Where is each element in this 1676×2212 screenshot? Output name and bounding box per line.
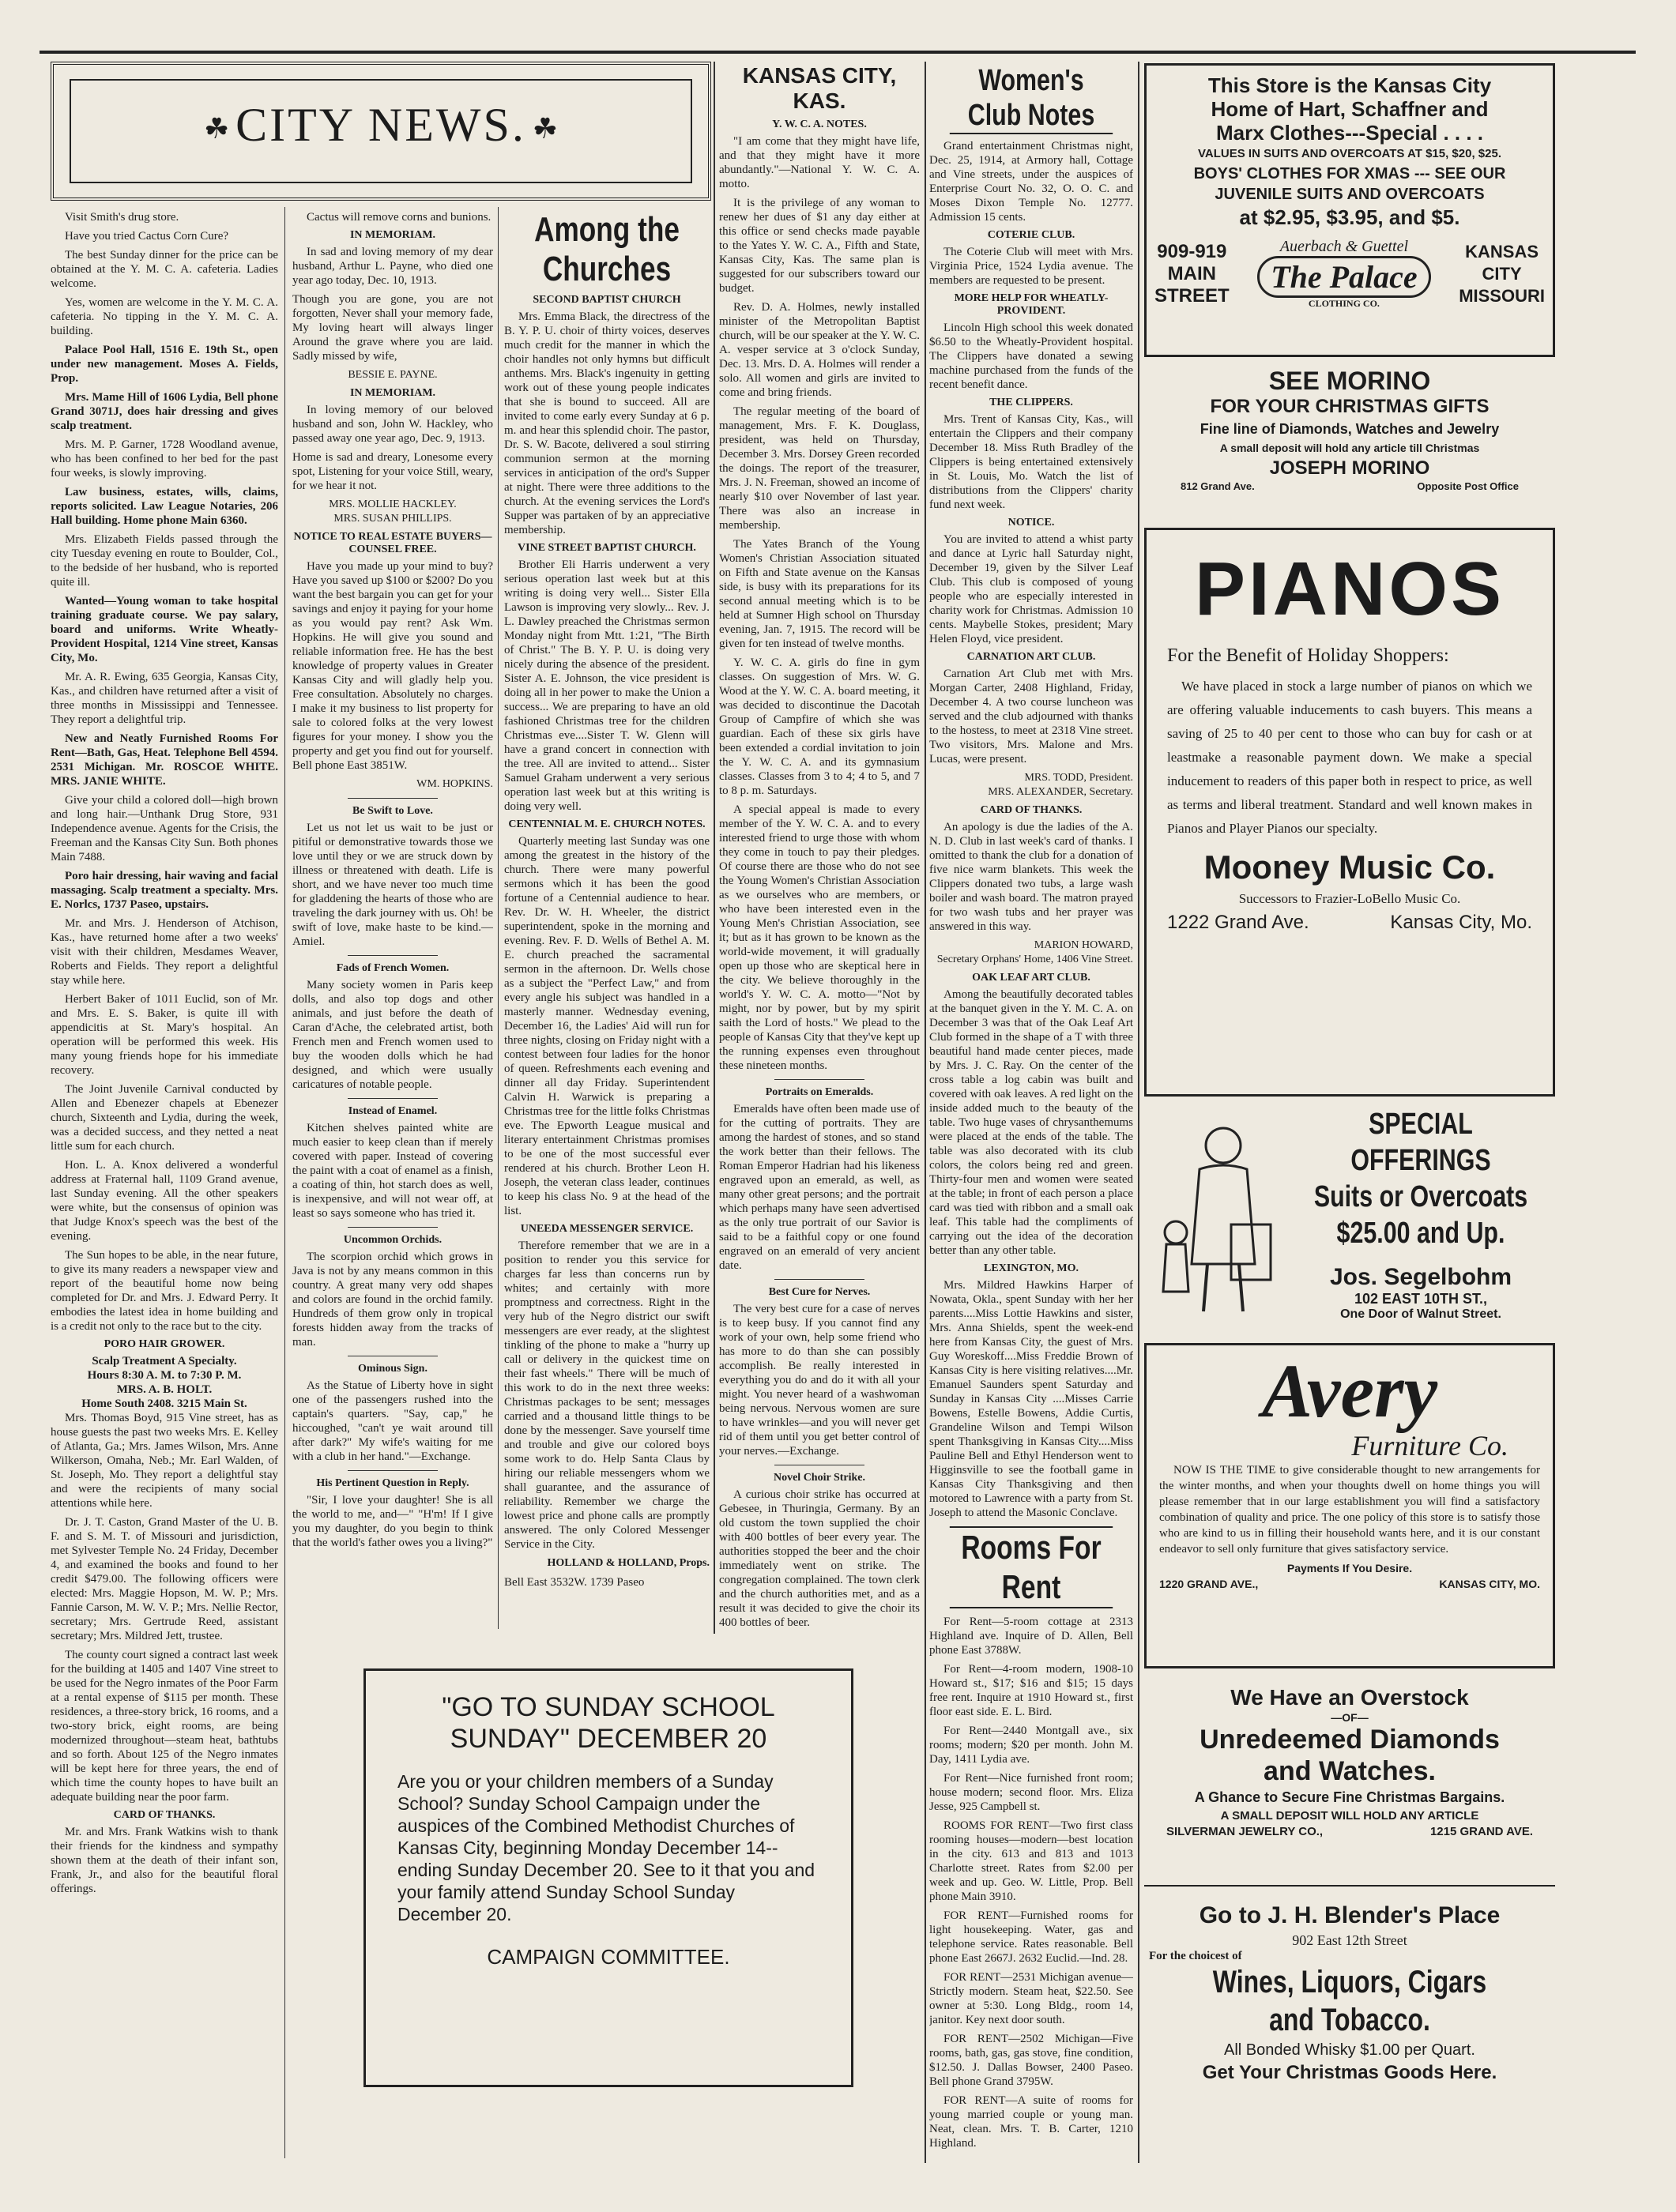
memoriam-signature-2b: MRS. SUSAN PHILLIPS. [333,513,452,525]
among-the-churches-heading: Among the Churches [534,210,680,288]
lexington-title: LEXINGTON, MO. [984,1262,1079,1274]
column-memoriam [292,210,493,1624]
morino-line-3: Fine line of Diamonds, Watches and Jewelry [1200,421,1500,437]
emeralds-text: Emeralds have often been made use of for the cutting of portraits. They are among the hardest of stones, and so stand the work better than their fellows. The Roman Emperor Hadrian had his likeness engraved upon an emerald, as well, as many other great persons; and the portrait which perhaps many have seen advertised as the only true portrait of our Savior is said to be a faithful copy or one found engraved on an emerald of very ancient date. [719,1103,920,1272]
silverman-firm: SILVERMAN JEWELRY CO., [1166,1825,1324,1838]
womens-club-heading: Women's Club Notes [950,63,1113,134]
column-rule [925,62,926,2163]
room-listing: For Rent—5-room cottage at 2313 Highland ave. Inquire of D. Allen, Bell phone East 3788W. [929,1616,1133,1657]
palace-line-7: at $2.95, $3.95, and $5. [1239,205,1460,229]
room-listing: For Rent—Nice furnished front room; house modern; second floor. Mrs. Eliza Jesse, 925 Campbell st. [929,1772,1133,1813]
card-of-thanks-title: CARD OF THANKS. [113,1809,216,1821]
emeralds-title: Portraits on Emeralds. [765,1086,874,1098]
swift-to-love-title: Be Swift to Love. [352,805,433,817]
column-womens-club [929,63,1133,2161]
separator [774,1079,864,1080]
separator [348,1098,438,1099]
card-of-thanks-title-2: CARD OF THANKS. [980,804,1083,816]
real-estate-notice-signature: WM. HOPKINS. [416,778,493,790]
column-city-news [51,210,278,2161]
oak-leaf-title: OAK LEAF ART CLUB. [972,972,1090,984]
news-item: Yes, women are welcome in the Y. M. C. A. cafeteria. No tipping in the Y. M. C. A. building. [51,296,278,337]
news-item: Mr. A. R. Ewing, 635 Georgia, Kansas City, Kas., and children have returned after a visit of three months in Mississippi and Tennessee. They report a delightful trip. [51,671,278,726]
pianos-successors: Successors to Frazier-LoBello Music Co. [1238,891,1461,906]
avery-logo-sub: Furniture Co. [1351,1430,1508,1462]
palace-city-1: KANSAS [1465,241,1539,261]
avery-text: NOW IS THE TIME to give considerable thought to new arrangements for the winter months, and when your thoughts dwell on home things you will please remember that in our large establishment you will find a satisfactory combination of quality and price. The one policy of this store is to satisfy those who are kind to us in filling their household wants here, and it is our constant endeavor to sell only furniture that gives satisfactory service. [1159,1464,1540,1556]
uneeda-title: UNEEDA MESSENGER SERVICE. [520,1223,694,1235]
news-item: Hon. L. A. Knox delivered a wonderful address at Fraternal hall, 1109 Grand avenue, last Sunday evening. All the other speakers were white, but the consensus of opinion was that Judge Knox's speech was the best of the evening. [51,1159,278,1243]
silverman-line-1: We Have an Overstock [1230,1685,1469,1710]
morino-location: Opposite Post Office [1417,480,1519,492]
news-item: The best Sunday dinner for the price can be obtained at the Y. M. C. A. cafeteria. Ladies welcome. [51,249,278,290]
card-of-thanks-address: Secretary Orphans' Home, 1406 Vine Street. [936,954,1133,965]
centennial-title: CENTENNIAL M. E. CHURCH NOTES. [508,818,706,830]
real-estate-notice-title: NOTICE TO REAL ESTATE BUYERS—COUNSEL FREE. [293,531,492,555]
ywca-title: Y. W. C. A. NOTES. [772,118,867,130]
palace-line-1: This Store is the Kansas City [1207,73,1492,97]
pianos-firm: Mooney Music Co. [1203,848,1496,886]
mooney-pianos-ad [1144,528,1555,1097]
memoriam-text-2: In loving memory of our beloved husband and son, John W. Hackley, who passed away one year ago, Dec. 9, 1913. [292,404,493,445]
room-listing: ROOMS FOR RENT—Two first class rooming houses—modern—best location in the city. 613 and 813 and 1013 Charlotte street. Rates from $2.00 per week and up. Geo. W. Little, Prop. Bell phone Main 3910. [929,1819,1133,1903]
carnation-signature-2: MRS. ALEXANDER, Secretary. [988,786,1133,798]
news-item: New and Neatly Furnished Rooms For Rent—Bath, Gas, Heat. Telephone Bell 4594. 2531 Michigan. Mr. ROSCOE WHITE. MRS. JANIE WHITE. [51,732,278,788]
orchids-title: Uncommon Orchids. [343,1234,443,1246]
news-item: Poro hair dressing, hair waving and facial massaging. Scalp treatment a specialty. Mrs. E. Norlcs, 1737 Paseo, upstairs. [51,870,278,911]
silverman-address: 1215 GRAND AVE. [1429,1825,1533,1838]
memoriam-poem-1: Though you are gone, you are not forgotten, Never shall your memory fade, My loving heart will always linger Around the grave where you are laid. Sadly missed by wife, [292,293,493,363]
avery-payments: Payments If You Desire. [1286,1562,1413,1574]
clippers-title: THE CLIPPERS. [989,397,1073,408]
news-item: Mrs. Thomas Boyd, 915 Vine street, has as house guests the past two weeks Mrs. E. Kelley of Atlanta, Ga.; Mrs. James Wilson, Mrs. Anne Wilkerson, Omaha, Neb.; Mr. Earl Walden, of St. Joseph, Mo. They report a delightful stay and were the recipients of many social attentions while here. [51,1412,278,1510]
avery-logo: Avery [1261,1349,1438,1433]
segelbohm-line-3: $25.00 and Up. [1336,1217,1505,1250]
column-churches [504,210,710,1632]
news-item: Herbert Baker of 1011 Euclid, son of Mr. and Mrs. E. S. Baker, is quite ill with appendicitis at St. Mary's hospital. An operation will be performed this week. His many young friends hope for his immediate recovery. [51,993,278,1077]
separator [774,1279,864,1280]
palace-city-2: CITY [1482,263,1522,284]
swift-to-love-text: Let us not let us wait to be just or pitiful or demonstrative towards those we love until they or we are struck down by illness or threatened with death. Life is short, and we have never too much time for gladdening the hearts of those who are traveling the dark journey with us. Oh! be swift of love, make haste to be kind.—Amiel. [292,822,493,948]
palace-address-1: 909-919 [1157,240,1227,262]
poro-line: Hours 8:30 A. M. to 7:30 P. M. [87,1369,242,1382]
wheatly-title: MORE HELP FOR WHEATLY-PROVIDENT. [954,292,1109,317]
coterie-text: The Coterie Club will meet with Mrs. Virginia Price, 1524 Lydia avenue. The members are requested to be present. [929,246,1133,287]
clippers-text: Mrs. Trent of Kansas City, Kas., will entertain the Clippers and their company December 18. Miss Ruth Bradley of the Clippers is being entertained extensively in St. Louis, Mo. Watch the list of distributions from the Clippers' charity fund next week. [929,413,1133,511]
carnation-title: CARNATION ART CLUB. [966,651,1096,663]
morino-line-2: FOR YOUR CHRISTMAS GIFTS [1210,396,1490,417]
column-rule [284,207,285,2158]
news-item: Visit Smith's drug store. [65,211,179,224]
separator [348,1227,438,1228]
poro-ad-lines [51,1354,278,1411]
wheatly-text: Lincoln High school this week donated $6.50 to the Wheatly-Provident hospital. The Clippers have donated a sewing machine purchased from the funds of the recent benefit dance. [929,322,1133,391]
choir-strike-text: A curious choir strike has occurred at Gebesee, in Thuringia, Germany. By an old custom the town supplied the choir with 400 bottles of beer every year. The authorities stopped the beer and the choir immediately went on strike. The congregation complained. The town clerk and the church authorities met, and as a result it was decided to give the choir its 400 bottles of beer. [719,1488,920,1629]
blender-line-3: For the choicest of [1149,1950,1242,1962]
sunday-heading-1: "GO TO SUNDAY SCHOOL [442,1692,775,1722]
pianos-address: 1222 Grand Ave. [1167,912,1309,933]
palace-logo-sub: CLOTHING CO. [1308,298,1380,309]
news-item: Law business, estates, wills, claims, reports solicited. Law League Notaries, 206 Hall building. Home phone Main 6360. [51,486,278,527]
card-of-thanks-text-2: An apology is due the ladies of the A. N. D. Club in last week's card of thanks. I omitted to thank the club for a donation of five nice warm blankets. This week the Clippers donated two tubs, a large wash boiler and wash board. The matron prayed for two wash tubs and her prayer was answered in this way. [929,821,1133,933]
poro-line: Scalp Treatment A Specialty. [92,1355,237,1367]
morino-line-1: SEE MORINO [1268,367,1431,395]
cactus-note: Cactus will remove corns and bunions. [307,211,492,224]
notice-text: You are invited to attend a whist party and dance at Lyric hall Saturday night, December 19, given by the Silver Leaf Club. This club is composed of young people who are especially interested in charity work for Christmas. Admission 10 cents. Maybelle Stokes, president; Mary Helen Floyd, vice president. [929,533,1133,645]
ywca-gym: Y. W. C. A. girls do fine in gym classes. On suggestion of Mrs. W. G. Wood at the Y. W. C. A. board meeting, it was decided to discontinue the Dacotah Group of Campfire of which she was guardian. Each of these six girls have been extended a cordial invitation to join the Y. W. C. A. and its gymnasium classes. Classes from 3 to 4; 4 to 5, and 7 to 8 p. m. Saturdays. [719,656,920,797]
second-baptist-title: SECOND BAPTIST CHURCH [533,294,681,306]
news-item: Have you tried Cactus Corn Cure? [65,230,229,243]
avery-furniture-ad [1144,1343,1555,1668]
oak-leaf-text: Among the beautifully decorated tables at the banquet given in the Y. M. C. A. on December 3 was that of the Oak Leaf Art Club formed in the shape of a T with three beautiful hand made center pieces, made by Mrs. J. C. Ray. On the center of the cross table a log cabin was built and covered with oak leaves. A red light on the inside added much to the beauty of the table. Two huge vases of chrysanthemums were placed at the ends of the table. The table was also decorated with its club colors, the colors being red and green. Thirty-four men and women were seated at the table; in front of each person a place card was tied with ribbon and a small oak leaf. This table had the compliments of carrying out the idea of the decoration better than any other table. [929,988,1133,1257]
silverman-jewelry-ad [1144,1678,1555,1887]
sunday-signature: CAMPAIGN COMMITTEE. [487,1945,730,1969]
ywca-vesper: Rev. D. A. Holmes, newly installed minister of the Metropolitan Baptist church, will be our speaker at the Y. W. C. A. vesper service at 3 o'clock Sunday, Dec. 13. Mrs. D. A. Holmes will render a solo. All women and girls are invited to come and bring friends. [719,301,920,399]
separator [348,955,438,956]
rooms-for-rent-list [929,1615,1133,2150]
enamel-title: Instead of Enamel. [348,1105,438,1117]
palace-line-2: Home of Hart, Schaffner and [1211,97,1489,121]
fads-title: Fads of French Women. [336,962,450,974]
ywca-motto: "I am come that they might have life, and that they might have it more abundantly."—National Y. W. C. A. motto. [719,135,920,190]
ywca-appeal: A special appeal is made to every member of the Y. W. C. A. and to every interested friend to urge those with whom they come in touch to pay their pledges. Of course there are those who do not see the Young Women's Christian Association as we ourselves who are members, or who have been interested even in the Young Men's Christian Association, see it; but as it has grown to be known as the world-wide movement, it will gradually open up those who are skeptical here in the city. We believe thoroughly in the world's Y. W. C. A. motto—"Not by might, nor by power, but by my spirit saith the Lord of hosts." We plead to the people of Kansas City that they've kept up the running expenses even throughout these nineteen months. [719,803,920,1072]
second-baptist-text: Mrs. Emma Black, the directress of the B. Y. P. U. choir of thirty voices, deserves much credit for the manner in which the choir handles not only hymns but difficult anthems. Mrs. Black's ingenuity in getting work out of these young people indicates that she is bound to succeed. All are invited to come early every Sunday at 6 p. m. and hear this splendid choir. The pastor, Dr. S. W. Bacote, delivered a soul stirring communion sermon at the morning services in anticipation of the ord's Supper at night. There were three additions to the church. At the evening services the Lord's Supper was partaken of by an appreciative membership. [504,310,710,536]
ominous-text: As the Statue of Liberty hove in sight one of the passengers rushed into the captain's quarters. "Say, cap," he hiccoughed, "can't ye wait around till after dark?" My wife's waiting for me with a club in her hand."—Exchange. [292,1379,493,1463]
news-item: Mr. and Mrs. J. Henderson of Atchison, Kas., have returned home after a two weeks' visit with their children, Mesdames Weaver, Roberts and Fields. They report a delightful stay while here. [51,917,278,987]
memoriam-signature-2a: MRS. MOLLIE HACKLEY. [329,498,457,510]
pianos-heading: PIANOS [1194,547,1505,631]
avery-address: 1220 GRAND AVE., [1159,1578,1259,1590]
morino-address: 812 Grand Ave. [1181,480,1255,492]
segelbohm-line-5: 102 EAST 10TH ST., [1354,1291,1488,1307]
news-item: Dr. J. T. Caston, Grand Master of the U. B. F. and S. M. T. of Missouri and jurisdiction, met Sylvester Temple No. 24 Friday, December 4, and examined the books and found to her credit $479.00. The following officers were elected: Mrs. Maggie Hopson, M. W. P.; Mrs. Fannie Carson, M. W. V. P.; Mrs. Nellie Rector, secretary; Mrs. Gertrude Reed, assistant secretary; Mrs. Mildred Jett, trustee. [51,1516,278,1642]
news-item: The Sun hopes to be able, in the near future, to give its many readers a newspaper view and report of the beautiful home now being completed for Dr. and Mrs. J. Edward Perry. It embodies the latest idea in home building and is a credit not only to the race but to the city. [51,1249,278,1333]
clover-ornament-icon: ☘ [204,113,230,145]
news-item: Mrs. Mame Hill of 1606 Lydia, Bell phone Grand 3071J, does hair dressing and gives scalp treatment. [51,391,278,432]
fads-text: Many society women in Paris keep dolls, and also top dogs and other animals, and just before the death of Caran d'Ache, the celebrated artist, both French men and French women used to buy the wooden dolls which he had designed, and which were usually caricatures of notable people. [292,979,493,1091]
palace-line-6: JUVENILE SUITS AND OVERCOATS [1215,186,1485,203]
carnation-text: Carnation Art Club met with Mrs. Morgan Carter, 2408 Highland, Friday, December 4. A two course luncheon was served and the club adjourned with thanks to the hostess, to meet at 2318 Vine street. Two visitors, Mrs. Malone and Mrs. Lucas, were present. [929,668,1133,766]
sunday-heading-2: SUNDAY" DECEMBER 20 [450,1724,767,1754]
palace-logo: The Palace [1257,256,1431,298]
card-of-thanks-signature: MARION HOWARD, [1034,939,1133,951]
uneeda-signature: HOLLAND & HOLLAND, Props. [547,1557,710,1569]
poro-line: MRS. A. B. HOLT. [116,1383,213,1396]
segelbohm-line-4: Jos. Segelbohm [1329,1264,1512,1290]
segelbohm-ad [1144,1098,1555,1327]
tailor-illustration-icon [1152,1114,1279,1319]
palace-city-3: MISSOURI [1459,285,1545,306]
card-of-thanks-text: Mr. and Mrs. Frank Watkins wish to thank their friends for the kindness and sympathy shown them at the death of their infant son, Frank, Jr., and also for the beautiful floral offerings. [51,1826,278,1895]
silverman-line-6: A SMALL DEPOSIT WILL HOLD ANY ARTICLE [1220,1809,1479,1823]
womens-club-entertainment: Grand entertainment Christmas night, Dec. 25, 1914, at Armory hall, Cottage and Vine streets, under the auspices of Enterprise Court No. 32, O. O. C. and Moses Dixon Temple No. 12777. Admission 15 cents. [929,140,1133,224]
room-listing: FOR RENT—2531 Michigan avenue—Strictly modern. Steam heat, $22.50. See owner at 5:30. Long Bldg., room 14, janitor. Key next door south. [929,1971,1133,2026]
orchids-text: The scorpion orchid which grows in Java is not by any means common in this country. A great many very odd shapes and colors are found in the orchid family. Hundreds of them grow only in tropical forests hidden away from the tracks of man. [292,1251,493,1349]
nerves-title: Best Cure for Nerves. [768,1286,871,1298]
pertinent-title: His Pertinent Question in Reply. [316,1477,469,1489]
city-news-masthead [51,62,711,201]
ominous-title: Ominous Sign. [358,1363,427,1375]
coterie-title: COTERIE CLUB. [987,229,1075,241]
news-item: The county court signed a contract last week for the building at 1405 and 1407 Vine street to be used for the Negro inmates of the Poor Farm at a rental expense of $115 per month. These residences, a three-story brick, 16 rooms, and a two-story brick, eight rooms, are being modernized throughout—steam heat, bathtubs and so forth. About 125 of the Negro inmates will be kept here for three years, the end of which time the county hopes to have built an adequate building near the poor farm. [51,1649,278,1804]
news-item: Mrs. M. P. Garner, 1728 Woodland avenue, who has been confined to her bed for the past four weeks, is slowly improving. [51,438,278,480]
pertinent-text: "Sir, I love your daughter! She is all the world to me, and—" "H'm! If I give you my daughter, do you begin to think that the world's father owes you a living?" [292,1494,493,1549]
room-listing: FOR RENT—A suite of rooms for young married couple or young man. Neat, clean. Mrs. T. B. Carter, 1210 Highland. [929,2094,1133,2150]
column-kansas-city-kas [719,63,920,1635]
sunday-body: Are you or your children members of a Sunday School? Sunday School Campaign under the auspices of the Combined Methodist Churches of Kansas City, beginning Monday December 14--ending Sunday December 20. See to it that you and your family attend Sunday School Sunday December 20. [397,1771,815,1924]
memoriam-poem-2: Home is sad and dreary, Lonesome every spot, Listening for your voice Still, weary, for we hear it not. [292,451,493,492]
morino-line-4: A small deposit will hold any article till Christmas [1219,442,1480,454]
real-estate-notice-text: Have you made up your mind to buy? Have you saved up $100 or $200? Do you want the best bargain you can get for your savings and enjoy it paying for your home as you would pay rent? Ask Wm. Hopkins. He will give you sound and reliable information free. He has the best knowledge of property values in Greater Kansas City and will gladly help you. Free consultation. Absolutely no charges. I make it my business to list property for sale to colored folks at the very lowest figures for your money. I show you the property and get you find out for yourself. Bell phone East 3851W. [292,560,493,772]
segelbohm-line-2: Suits or Overcoats [1313,1180,1528,1213]
city-news-items-2 [51,1411,278,1804]
silverman-line-4: and Watches. [1264,1756,1436,1786]
masthead-title: CITY NEWS. [235,99,526,151]
news-item: Give your child a colored doll—high brown and long hair.—Unthank Drug Store, 931 Independence avenue. Agents for the Crisis, the Freeman and the Kansas City Sun. Both phones Main 7488. [51,794,278,863]
news-item: The Joint Juvenile Carnival conducted by Allen and Ebenezer chapels at Ebenezer church, Sixteenth and Lydia, during the week, was a decided success, and they netted a neat little sum for each church. [51,1083,278,1153]
uneeda-text: Therefore remember that we are in a position to render you this service for charges far less than concerns run by whites; and certainly with more promptness and correctness. Right in the very hub of the Negro district our swift messengers are ever ready, at the slightest tinkling of the phone to make a "hurry up call or delivery in the quickest time on their fast wheels." There will be much of this work to do in the next three weeks: Christmas packages to be sent; messages carried and a thousand little things to be done by the messenger. Save yourself time and trouble and give our colored boys some work to do. Help Santa Claus by hiring our reliable messengers whom we shall guarantee, and the assurance of reliability. Remember we charge the lowest price and phone calls are promptly answered. The only Colored Messenger Service in the City. [504,1240,710,1551]
column-rule [714,62,715,1634]
segelbohm-line-6: One Door of Walnut Street. [1340,1307,1501,1321]
choir-strike-title: Novel Choir Strike. [773,1472,865,1484]
palace-line-4: VALUES IN SUITS AND OVERCOATS AT $15, $20, $25. [1198,147,1501,160]
column-rule [498,207,499,1629]
carnation-signature-1: MRS. TODD, President. [1024,772,1133,784]
pianos-city: Kansas City, Mo. [1390,912,1532,933]
segelbohm-line-1: SPECIAL OFFERINGS [1350,1108,1491,1177]
silverman-line-3: Unredeemed Diamonds [1200,1725,1500,1755]
poro-title: PORO HAIR GROWER. [104,1338,225,1350]
room-listing: For Rent—2440 Montgall ave., six rooms; modern; $20 per month. John M. Day, 1411 Lydia ave. [929,1725,1133,1766]
memoriam-signature-1: BESSIE E. PAYNE. [348,369,438,381]
silverman-line-2: —OF— [1331,1711,1369,1724]
poro-line: Home South 2408. 3215 Main St. [81,1398,247,1410]
lexington-text: Mrs. Mildred Hawkins Harper of Nowata, Okla., spent Sunday with her her parents....Miss Lottie Hawkins and sister, Mrs. Anna Shields, spent the week-end here from Kansas City, the guest of Mrs. Guy Woreskoff....Miss Freddie Brown of Kansas City is here visiting relatives....Mr. Emanuel Saunders spent Saturday and Sunday in Kansas City ....Misses Carrie Bowens, Estelle Bowens, Addie Curtis, Grandeline Wilson and Tempi Wilson spent Thanksgiving in Kansas City....Miss Pauline Bell and Ethyl Henderson went to Higginsville to see the football game in Kansas City Thanksgiving and then motored to Lawrence with a party from St. Joseph to attend the Masonic Conclave. [929,1279,1133,1519]
news-item: Palace Pool Hall, 1516 E. 19th St., open under new management. Moses A. Fields, Prop. [51,344,278,385]
ywca-yates: The Yates Branch of the Young Women's Christian Association situated on Fifth and State avenue on the Kansas side, is busy with its preparations for its second annual meeting which is to be held at Sumner High school on Thursday evening, Jan. 7, 1915. The record will be given for ten instead of twelve months. [719,538,920,650]
memoriam-title-2: IN MEMORIAM. [349,387,436,399]
morino-jewelry-ad [1144,362,1555,512]
palace-line-3: Marx Clothes---Special . . . . [1215,121,1484,145]
blender-line-5: All Bonded Whisky $1.00 per Quart. [1224,2041,1475,2059]
enamel-text: Kitchen shelves painted white are much easier to keep clean than if merely covered with paper. Instead of covering the paint with a coat of enamel as a finish, a coating of thin, hot starch does as well, is inexpensive, and will not wear off, at least so says someone who has tried it. [292,1122,493,1220]
rooms-for-rent-heading: Rooms For Rent [950,1526,1113,1608]
sunday-school-ad [363,1668,853,2087]
notice-title: NOTICE. [1007,517,1055,529]
uneeda-phone: Bell East 3532W. 1739 Paseo [504,1576,645,1589]
news-item: Wanted—Young woman to take hospital training graduate course. We pay salary, board and uniforms. Write Wheatly-Provident Hospital, 1214 Vine street, Kansas City, Mo. [51,595,278,664]
ywca-dues: It is the privilege of any woman to renew her dues of $1 any day either at this office or send checks made payable to the Yates Y. W. C. A., Fifth and State, Kansas City, Kas. The same plan is suggested for our subscribers toward our budget. [719,197,920,295]
top-rule [40,51,1636,54]
palace-firm: Auerbach & Guettel [1279,238,1409,255]
room-listing: FOR RENT—Furnished rooms for light housekeeping. Water, gas and telephone service. Rates reasonable. Bell phone East 2667J. 2632 Euclid.—Ind. 28. [929,1909,1133,1965]
centennial-text: Quarterly meeting last Sunday was one among the greatest in the history of the church. There were many powerful sermons which it has been the good fortune of a Centennial audience to hear. Rev. Dr. W. H. Wheeler, the district superintendent, spoke in the morning and evening. Rev. F. D. Wells of Bethel A. M. E. church preached the sacramental sermon in the afternoon. Dr. Wells chose as a subject the "Perfect Law," and from every angle his subject was handled in a masterly manner. Wednesday evening, December 16, the Ladies' Aid will run for three nights, closing on Friday night with a contest between four ladies for the honor of queen. Refreshments each evening and dinner all day Friday. Superintendent Calvin H. Warwick is preparing a Christmas tree for the little folks Christmas eve. The Epworth League musical and literary entertainment Christmas promises to be one of the most successful ever rendered at his church. Brother Leon H. Joseph, the veteran class leader, continues to keep his class No. 9 at the head of the list. [504,835,710,1217]
vine-street-title: VINE STREET BAPTIST CHURCH. [518,542,696,554]
avery-city: KANSAS CITY, MO. [1439,1578,1540,1590]
clover-ornament-icon: ☘ [532,113,558,145]
blender-line-2: 902 East 12th Street [1292,1932,1407,1948]
separator [348,1470,438,1471]
vine-street-text: Brother Eli Harris underwent a very serious operation last week but at this writing is doing very well... Sister Ella Lawson is improving very slowly... Rev. J. L. Dawley preached the Christmas sermon Monday night from Mtt. 1:21, "The Birth of Christ." The B. Y. P. U. is doing very nicely during the absence of the president. Sister A. E. Johnson, the vice president is doing all in her power to make the Union a success... We are preparing to have an old fashioned Christmas tree for the children Christmas eve....Sister T. W. Glenn will have a grand concert in connection with the tree. All are invited to attend... Sister Samuel Graham underwent a very serious operation last week but at this writing is doing very well. [504,559,710,813]
blender-line-1: Go to J. H. Blender's Place [1199,1902,1501,1928]
blender-line-4: Wines, Liquors, Cigars and Tobacco. [1212,1965,1487,2037]
separator [348,798,438,799]
palace-address-3: STREET [1154,284,1230,307]
blender-line-6: Get Your Christmas Goods Here. [1202,2062,1497,2083]
kck-heading: KANSAS CITY, KAS. [742,63,897,113]
ywca-board: The regular meeting of the board of management, Mrs. F. K. Douglass, president, was held on Thursday, December 3. Mrs. Dorsey Green recorded the doings. The report of the treasurer, Mrs. J. N. Freeman, showed an income of nearly $10 over November of last year. There was also an increase in membership. [719,405,920,532]
blender-liquor-ad [1144,1896,1555,2094]
memoriam-text-1: In sad and loving memory of my dear husband, Arthur L. Payne, who died one year ago today, Dec. 10, 1913. [292,246,493,287]
palace-line-5: BOYS' CLOTHES FOR XMAS --- SEE OUR [1193,165,1506,182]
palace-clothing-ad [1144,63,1555,357]
palace-address-2: MAIN [1167,262,1216,284]
morino-line-5: JOSEPH MORINO [1269,457,1430,479]
silverman-line-5: A Ghance to Secure Fine Christmas Bargains. [1194,1789,1505,1805]
room-listing: FOR RENT—2502 Michigan—Five rooms, bath, gas, gas stove, fine condition, $12.50. J. Dallas Bowser, 2400 Paseo. Bell phone Grand 3795W. [929,2033,1133,2088]
pianos-subheading: For the Benefit of Holiday Shoppers: [1167,645,1449,666]
column-rule [1138,62,1139,2163]
nerves-text: The very best cure for a case of nerves is to keep busy. If you cannot find any work of your own, help some friend who has more to do than she can possibly accomplish. Be really interested in everything you do and do it with all your might. You never heard of a washwoman being nervous. Nervous women are sure to have wrinkles—and you will never get rid of them until you get better control of your nerves.—Exchange. [719,1303,920,1458]
pianos-text: We have placed in stock a large number of pianos on which we are offering valuable inducements to cash buyers. This means a saving of 25 to 40 per cent to those who can buy for cash or at leastmake a reasonable payment down. We make a special inducement to readers of this paper both in respect to price, as well as terms and liberal treatment. Standard and well known makes in Pianos and Player Pianos our specialty. [1167,679,1532,836]
room-listing: For Rent—4-room modern, 1908-10 Howard st., $17; $16 and $15; 15 days free rent. Inquire at 1910 Howard st., first floor east side. E. L. Bird. [929,1663,1133,1718]
city-news-items [51,210,278,1334]
memoriam-title-1: IN MEMORIAM. [349,229,436,241]
news-item: Mrs. Elizabeth Fields passed through the city Tuesday evening en route to Boulder, Col., to the bedside of her husband, who is reported quite ill. [51,533,278,589]
